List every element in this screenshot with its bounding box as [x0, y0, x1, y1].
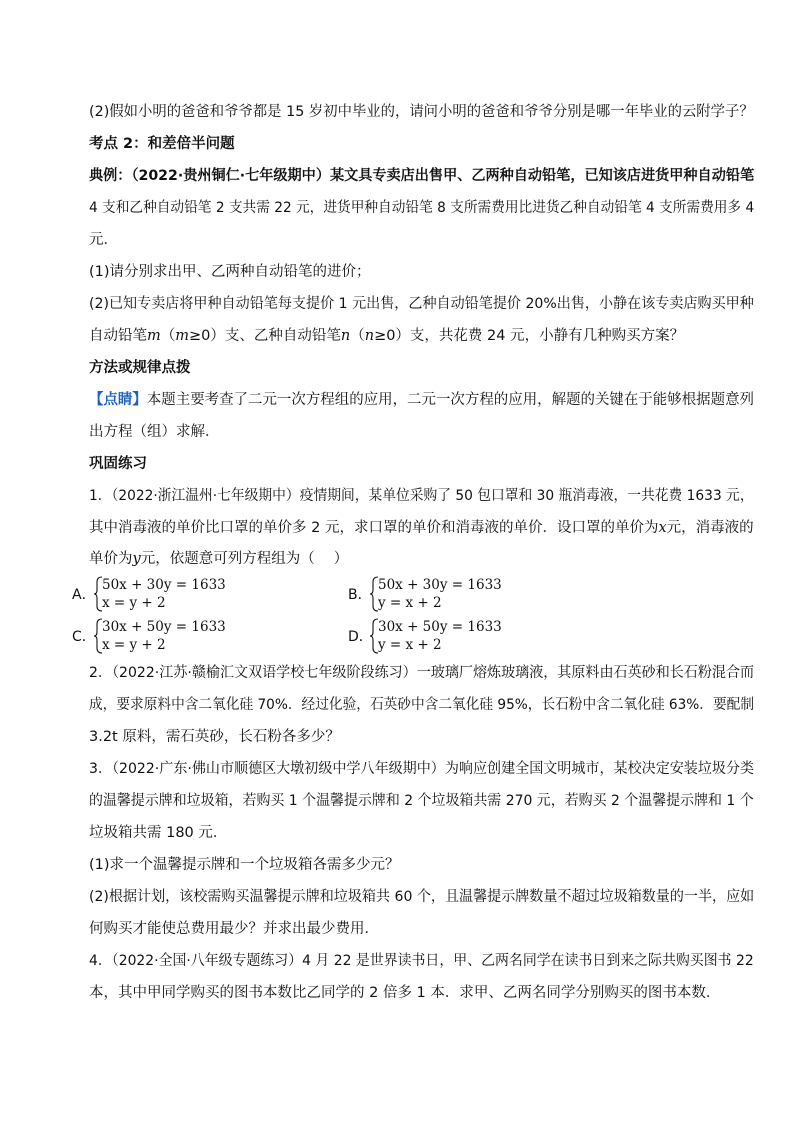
option-c-eq-1: 30x + 50y = 1633 [102, 619, 226, 635]
practice-q3-subquestion-1: (1)求一个温馨提示牌和一个垃圾箱各需多少元？ [89, 857, 400, 873]
option-a-eq-1: 50x + 30y = 1633 [102, 577, 226, 593]
variable-m: m [147, 328, 161, 344]
text-segment: 元，消毒液的 [666, 520, 754, 536]
practice-q1-line-3 [89, 549, 348, 569]
option-b-eq-2: y = x + 2 [378, 595, 442, 611]
option-d-eq-1: 30x + 50y = 1633 [378, 619, 502, 635]
option-b-letter: B． [348, 587, 372, 603]
tip-line-1 [89, 390, 754, 410]
option-a-eq-2: x = y + 2 [102, 595, 166, 611]
option-a-letter: A． [72, 587, 96, 603]
variable-m: m [175, 328, 189, 344]
example-problem-line-1 [89, 166, 754, 186]
text-segment: ≥0）支、乙种自动铅笔 [189, 328, 341, 344]
tip-line-2: 出方程（组）求解． [89, 424, 220, 440]
option-c-letter: C． [72, 629, 96, 645]
practice-q2-line-3: 3.2t 原料，需石英砂，长石粉各多少？ [89, 729, 340, 745]
text-segment: 单价为 [89, 551, 133, 567]
practice-q3-subquestion-2-line-1: (2)根据计划，该校需购买温馨提示牌和垃圾箱共 60 个，且温馨提示牌数量不超过垃圾箱数量的一半，应如 [89, 889, 755, 905]
variable-n: n [364, 328, 375, 344]
option-d-letter: D． [348, 629, 373, 645]
variable-y: y [132, 551, 141, 567]
option-d-eq-2: y = x + 2 [378, 637, 442, 653]
text-segment: （ [350, 328, 365, 344]
practice-q4-line-1: 4．（2022·全国·八年级专题练习）4 月 22 是世界读书日，甲、乙两名同学在读书日到来之际共购买图书 22 [89, 953, 754, 969]
practice-q2-line-2: 成，要求原料中含二氧化硅 70%．经过化验，石英砂中含二氧化硅 95%，长石粉中含二氧化硅 63%．要配制 [89, 697, 755, 713]
tip-text: 本题主要考查了二元一次方程组的应用，二元一次方程的应用，解题的关键在于能够根据题意列 [146, 392, 755, 408]
text-segment: ≥0）支，共花费 24 元，小静有几种购买方案？ [374, 328, 685, 344]
example-problem-line-3: 元． [89, 232, 118, 248]
practice-q1-line-1: 1．（2022·浙江温州·七年级期中）疫情期间，某单位采购了 50 包口罩和 30 瓶消毒液，一共花费 1633 元， [89, 488, 754, 504]
variable-n: n [340, 328, 351, 344]
section-heading-method: 方法或规律点拨 [89, 360, 191, 376]
practice-q1-line-2 [89, 518, 754, 538]
text-segment: 元，依题意可列方程组为（ ） [140, 551, 349, 567]
text-segment: （ [160, 328, 176, 344]
practice-q3-line-1: 3．（2022·广东·佛山市顺德区大墩初级中学八年级期中）为响应创建全国文明城市，某校决定安装垃圾分类 [89, 761, 755, 777]
question-part-2-text: (2)假如小明的爸爸和爷爷都是 15 岁初中毕业的，请问小明的爸爸和爷爷分别是哪一年毕业的云附学子？ [89, 104, 754, 120]
example-subquestion-2-line-1: (2)已知专卖店将甲种自动铅笔每支提价 1 元出售，乙种自动铅笔提价 20%出售，小静在该专卖店购买甲种 [89, 296, 754, 312]
practice-q4-line-2: 本，其中甲同学购买的图书本数比乙同学的 2 倍多 1 本．求甲、乙两名同学分别购买的图书本数． [89, 985, 721, 1001]
option-b-eq-1: 50x + 30y = 1633 [378, 577, 502, 593]
practice-q3-line-2: 的温馨提示牌和垃圾箱，若购买 1 个温馨提示牌和 2 个垃圾箱共需 270 元，若购买 2 个温馨提示牌和 1 个 [89, 793, 754, 809]
practice-q3-line-3: 垃圾箱共需 180 元． [89, 825, 228, 841]
example-problem-line-2: 4 支和乙种自动铅笔 2 支共需 22 元，进货甲种自动铅笔 8 支所需费用比进货乙种自动铅笔 4 支所需费用多 4 [89, 200, 755, 216]
practice-q3-subquestion-2-line-2: 何购买才能使总费用最少？并求出最少费用． [89, 921, 379, 937]
text-segment: 自动铅笔 [89, 328, 147, 344]
section-heading-practice: 巩固练习 [89, 456, 147, 472]
example-text: 典例：（2022·贵州铜仁·七年级期中）某文具专卖店出售甲、乙两种自动铅笔，已知该店进货甲种自动铅笔 [89, 168, 755, 184]
example-subquestion-1: (1)请分别求出甲、乙两种自动铅笔的进价； [89, 264, 371, 280]
practice-q2-line-1: 2．（2022·江苏·赣榆汇文双语学校七年级阶段练习）一玻璃厂熔炼玻璃液，其原料由石英砂和长石粉混合而 [89, 665, 755, 681]
section-heading-topic-2: 考点 2：和差倍半问题 [89, 136, 235, 152]
text-segment: 其中消毒液的单价比口罩的单价多 2 元，求口罩的单价和消毒液的单价．设口罩的单价为 [89, 520, 659, 536]
option-c-eq-2: x = y + 2 [102, 637, 166, 653]
tip-label: 【点睛】 [89, 392, 147, 408]
variable-x: x [658, 520, 667, 536]
example-subquestion-2-line-2 [89, 326, 684, 346]
